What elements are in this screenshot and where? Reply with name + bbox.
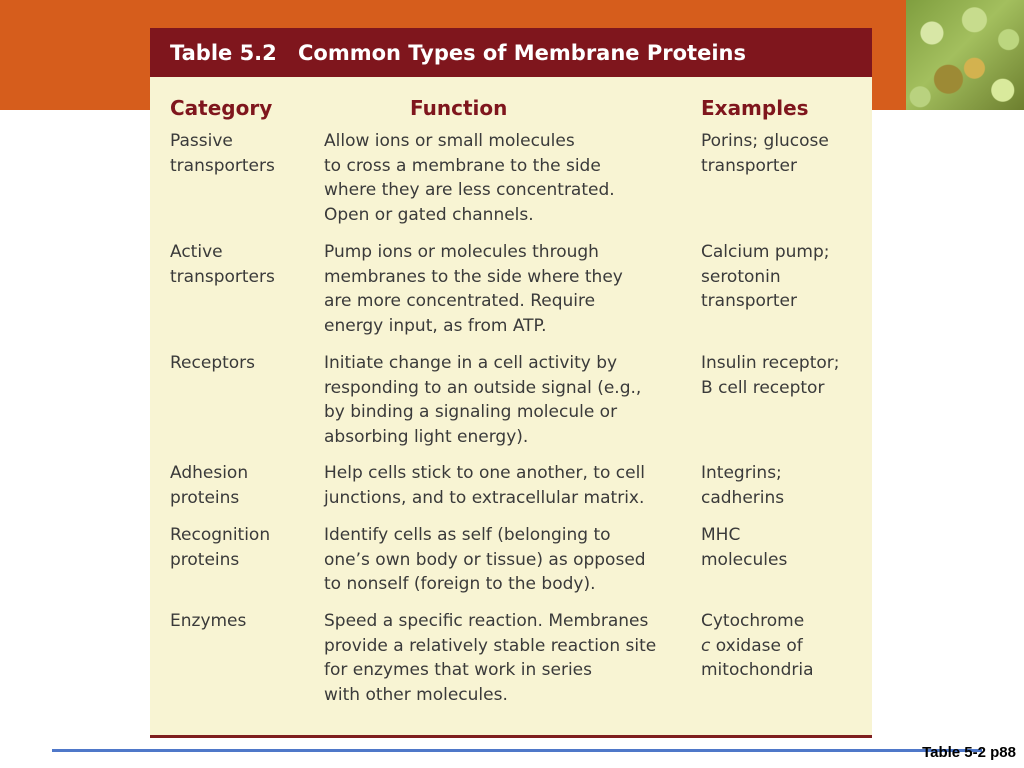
examples-prefix: Cytochrome xyxy=(701,611,805,631)
examples-suffix: oxidase of mitochondria xyxy=(701,635,814,681)
function-cell: Help cells stick to one another, to cell junctions, and to extracellular matrix. xyxy=(324,463,646,508)
column-header-category: Category xyxy=(170,96,273,120)
function-cell: Identify cells as self (belonging to one’s own body or tissue) as opposed to nonself (foreign to the body). xyxy=(324,525,646,595)
function-cell: Allow ions or small molecules to cross a membrane to the side where they are less concentrated. Open or gated channels. xyxy=(324,131,615,226)
table-number: Table 5.2 xyxy=(170,40,277,65)
slide-caption: Table 5-2 p88 xyxy=(922,744,1016,761)
examples-cell xyxy=(701,609,861,683)
function-cell: Pump ions or molecules through membranes to the side where they are more concentrated. Require energy input, as from ATP. xyxy=(324,242,623,337)
column-header-function: Function xyxy=(410,96,508,120)
category-cell: Active transporters xyxy=(170,242,275,287)
column-header-examples: Examples xyxy=(701,96,809,120)
examples-cell: Insulin receptor; B cell receptor xyxy=(701,353,840,398)
function-cell: Speed a specific reaction. Membranes provide a relatively stable reaction site for enzymes that work in series with other molecules. xyxy=(324,611,657,706)
examples-cell: Calcium pump; serotonin transporter xyxy=(701,242,830,312)
examples-cell: Integrins; cadherins xyxy=(701,463,785,508)
examples-cell: Porins; glucose transporter xyxy=(701,131,829,176)
corner-plant-photo xyxy=(906,0,1024,110)
category-cell: Receptors xyxy=(170,353,256,373)
bottom-blue-rule xyxy=(52,749,982,752)
table-header xyxy=(150,28,872,77)
function-cell: Initiate change in a cell activity by responding to an outside signal (e.g., by binding a signaling molecule or absorbing light energy). xyxy=(324,353,642,448)
examples-italic-c: c xyxy=(701,635,711,656)
category-cell: Adhesion proteins xyxy=(170,463,249,508)
category-cell: Recognition proteins xyxy=(170,525,271,570)
membrane-proteins-table xyxy=(150,28,872,738)
category-cell: Enzymes xyxy=(170,611,247,631)
category-cell: Passive transporters xyxy=(170,131,275,176)
examples-cell: MHC molecules xyxy=(701,525,788,570)
table-title: Common Types of Membrane Proteins xyxy=(298,40,746,65)
